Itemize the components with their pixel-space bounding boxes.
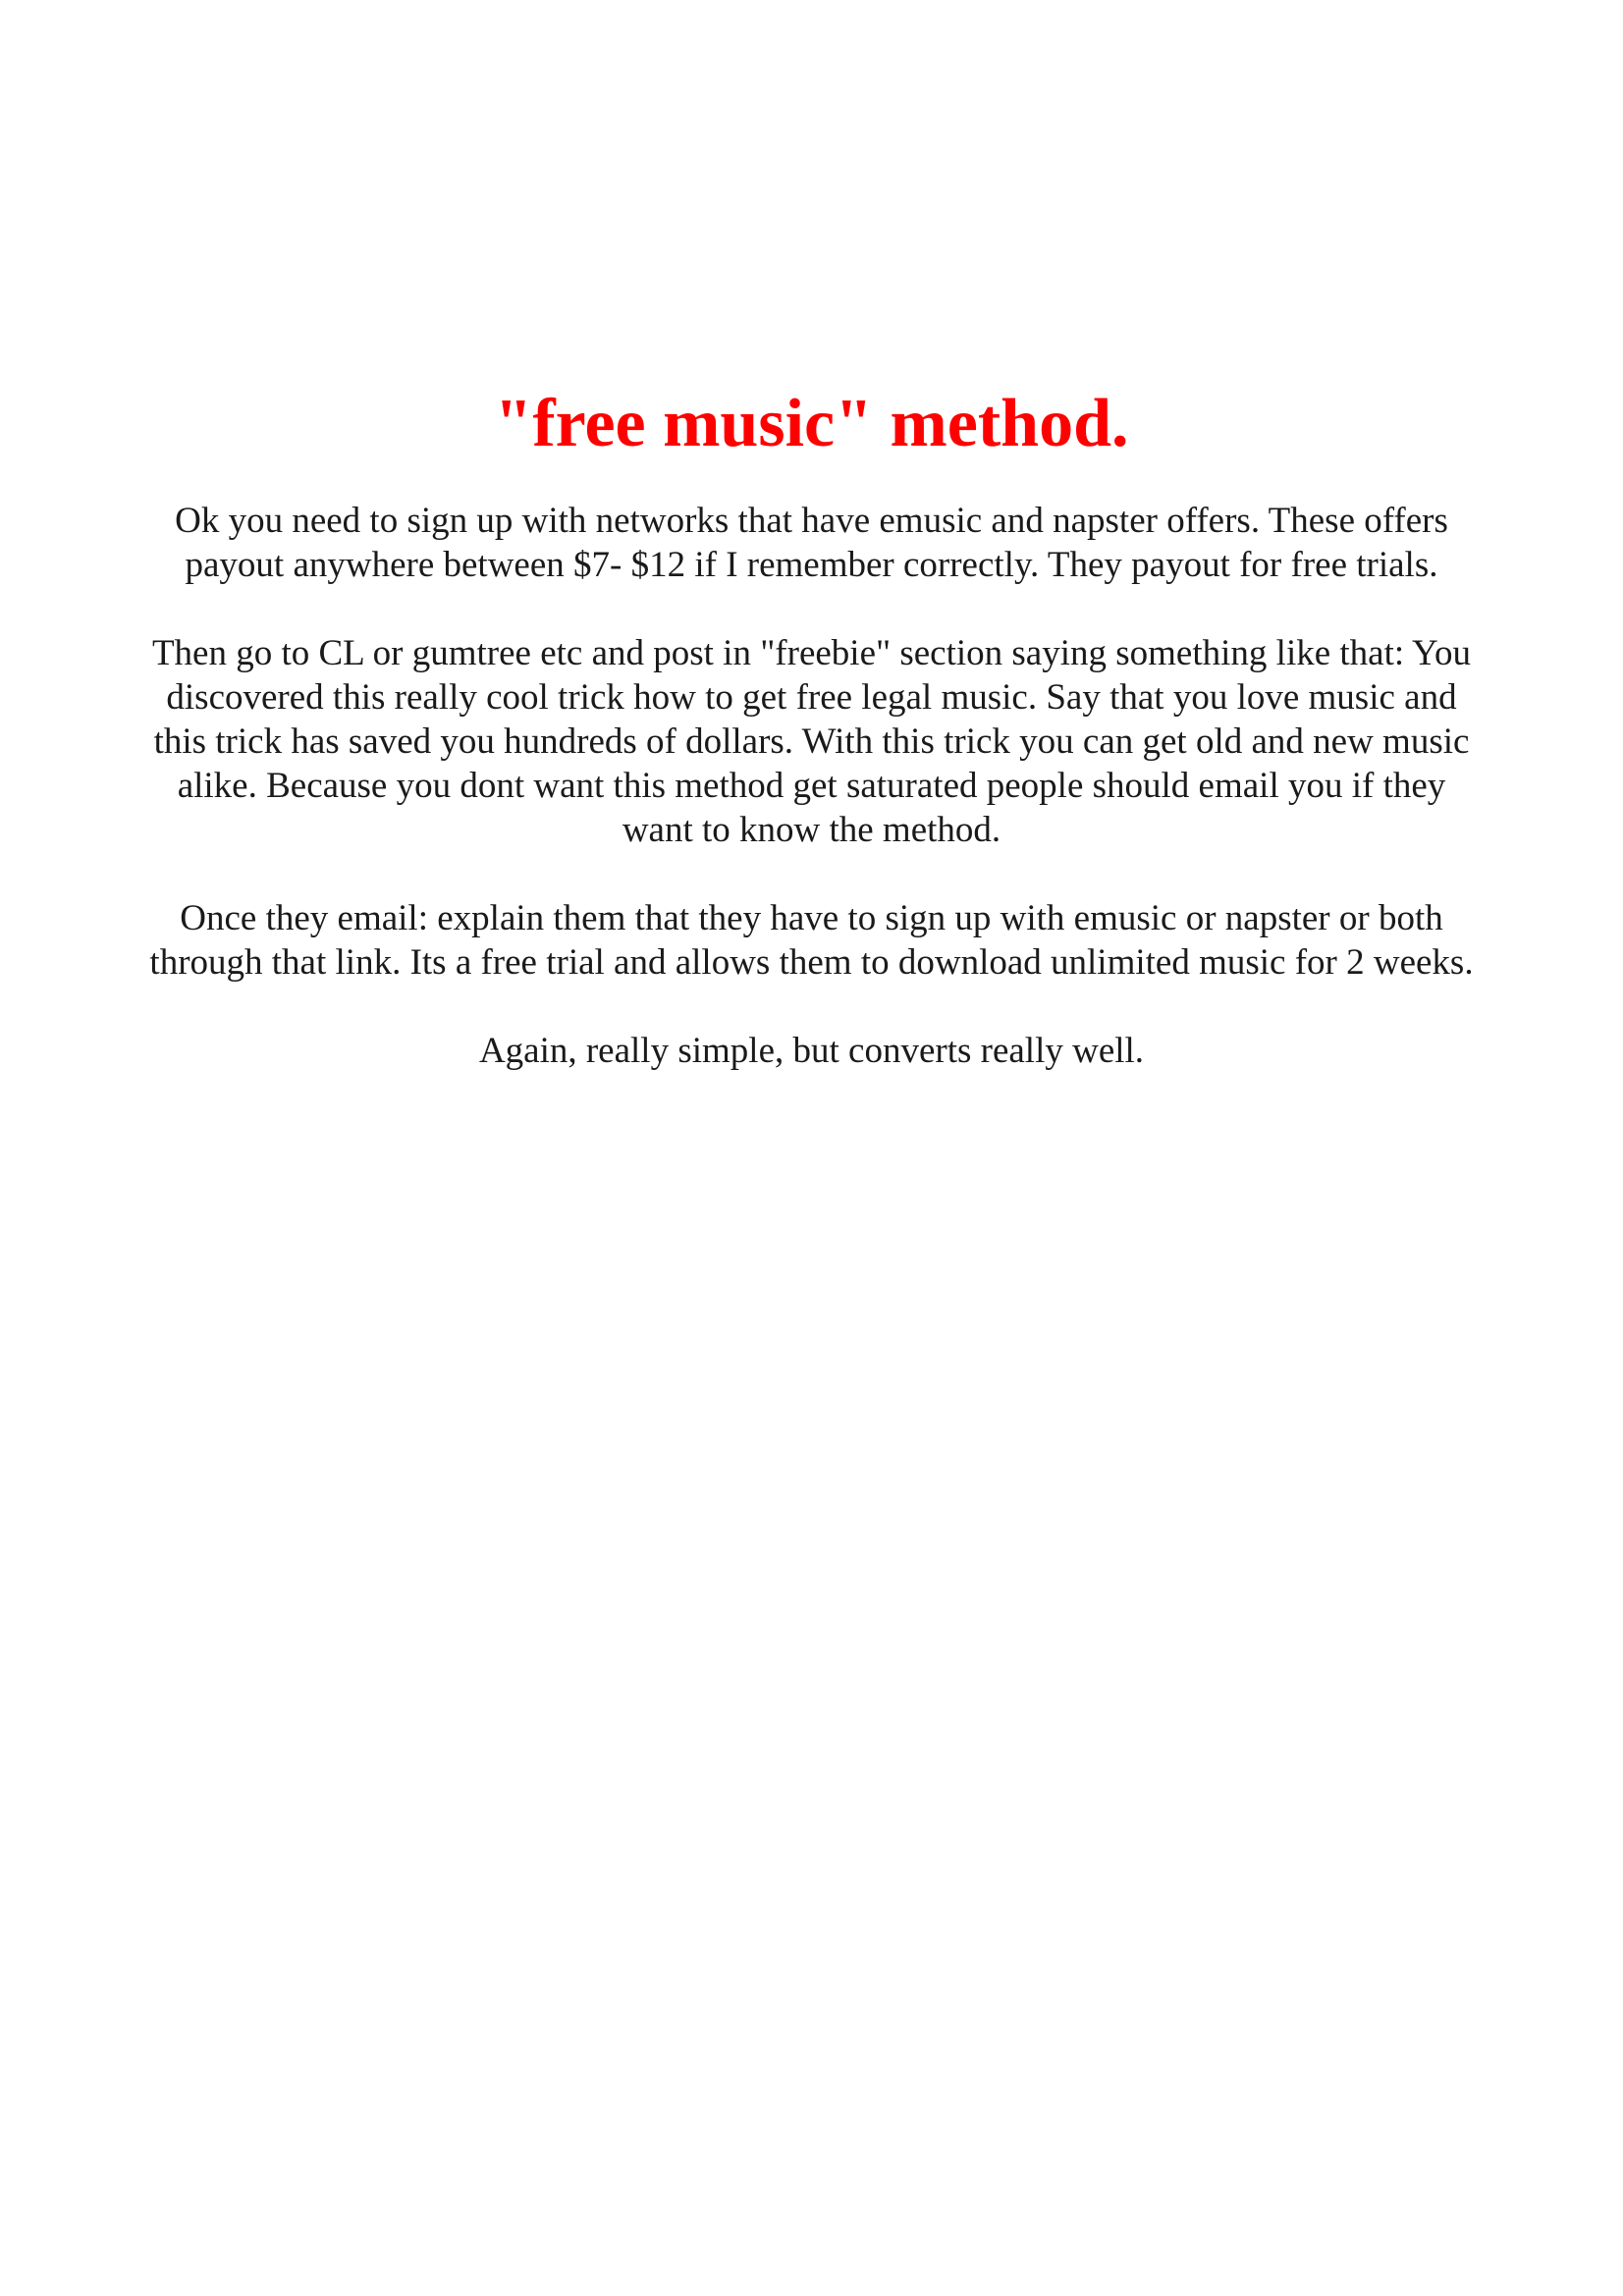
paragraph-signup: Ok you need to sign up with networks that have emusic and napster offers. These offers payout anywhere between $7- $12 if I remember correctly. They payout for free trials.	[175, 501, 1448, 585]
paragraph-posting: Then go to CL or gumtree etc and post in "freebie" section saying something like that: You discovered this really cool trick how to get free legal music. Say that you love music and this trick has saved you hundreds of dollars. With this trick you can get old and new music alike. Because you dont want this method get saturated people should email you if they want to know the method.	[151, 633, 1472, 850]
document-title: "free music" method.	[494, 386, 1129, 461]
paragraph-closing: Again, really simple, but converts really well.	[478, 1031, 1145, 1071]
paragraph-email: Once they email: explain them that they have to sign up with emusic or napster or both through that link. Its a free trial and allows them to download unlimited music for 2 weeks.	[149, 898, 1474, 983]
document-body	[147, 499, 1476, 1117]
